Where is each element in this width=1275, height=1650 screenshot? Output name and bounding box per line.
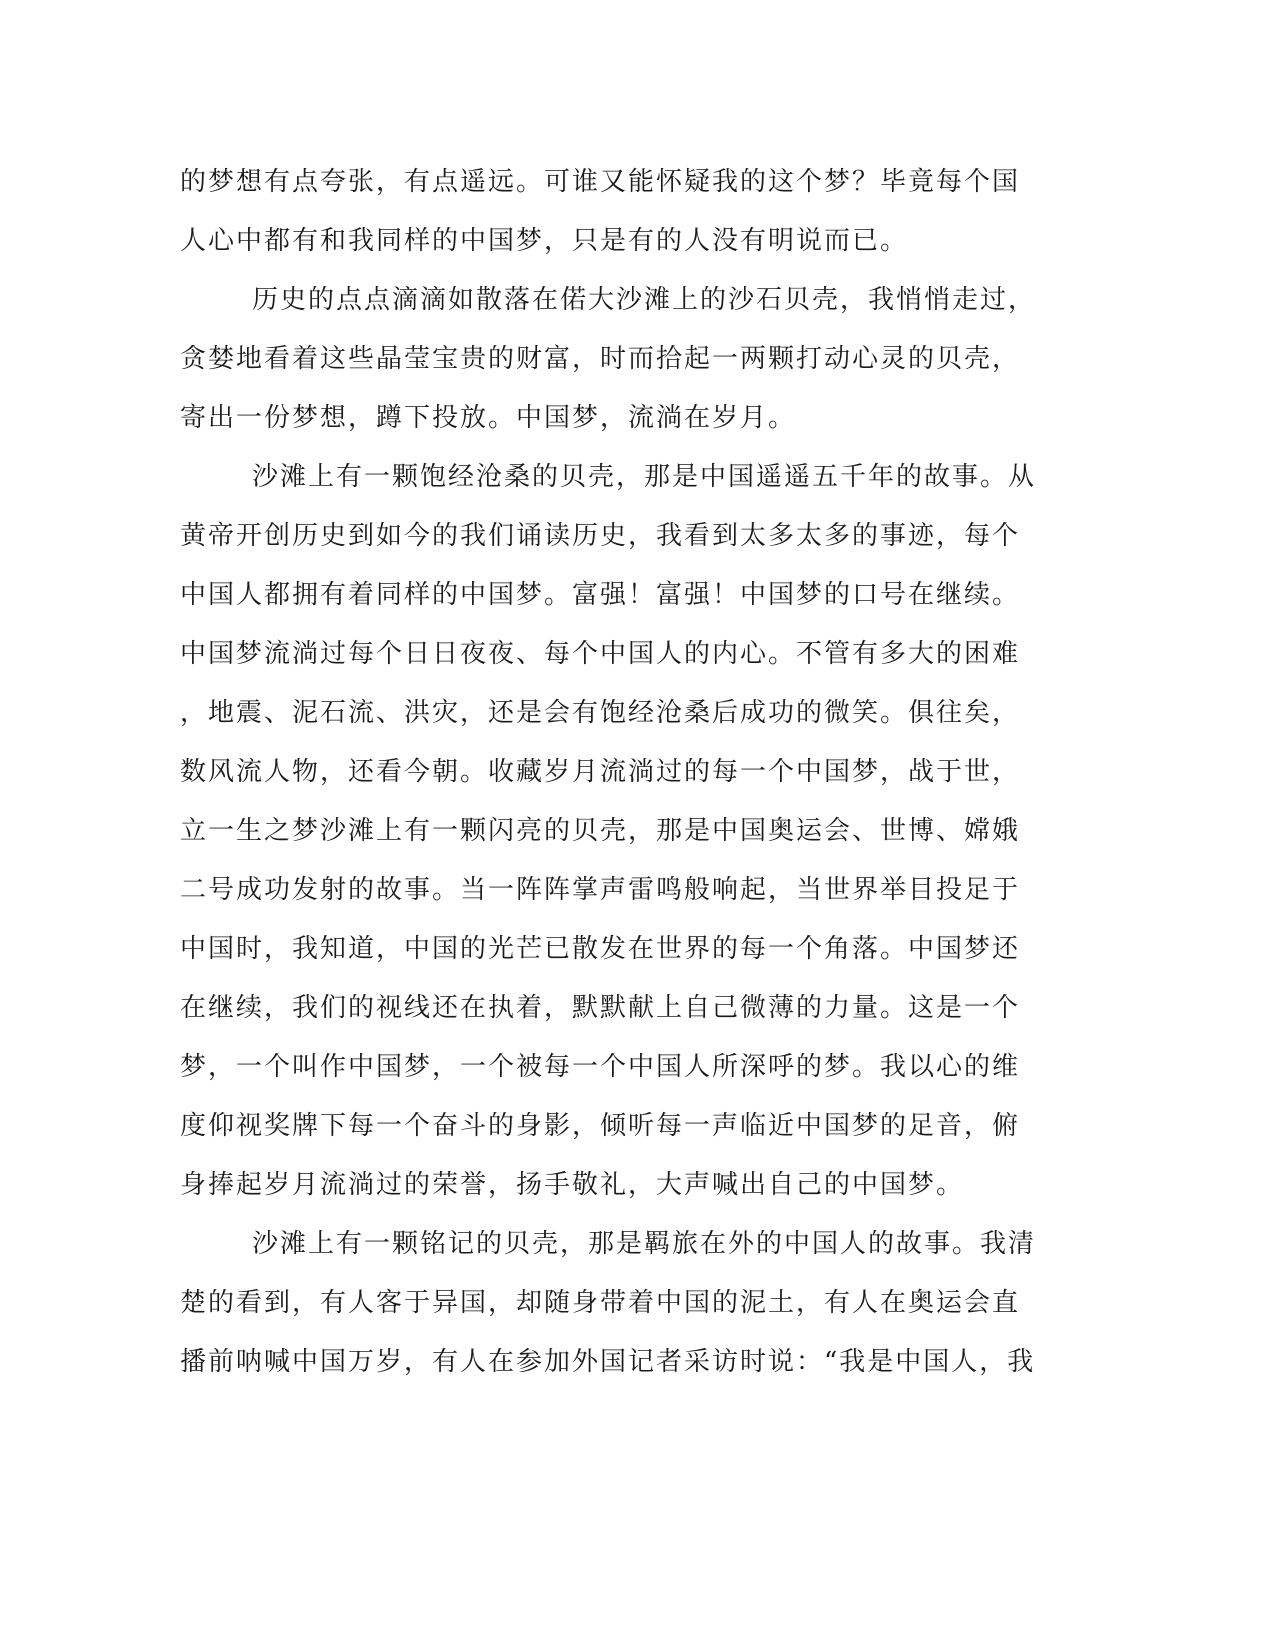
- text-line: 贪婪地看着这些晶莹宝贵的财富，时而拾起一两颗打动心灵的贝壳，: [180, 344, 1021, 374]
- text-line: 中国人都拥有着同样的中国梦。富强！富强！中国梦的口号在继续。: [180, 580, 1021, 610]
- essay-body: [180, 162, 1060, 1401]
- text-line: 二号成功发射的故事。当一阵阵掌声雷鸣般响起，当世界举目投足于: [180, 875, 1021, 905]
- text-line: ，地震、泥石流、洪灾，还是会有饱经沧桑后成功的微笑。俱往矣，: [180, 698, 1021, 728]
- text-line: 的梦想有点夸张，有点遥远。可谁又能怀疑我的这个梦？毕竟每个国: [180, 167, 1021, 197]
- text-line: 身捧起岁月流淌过的荣誉，扬手敬礼，大声喊出自己的中国梦。: [180, 1170, 965, 1200]
- text-line: 梦，一个叫作中国梦，一个被每一个中国人所深呼的梦。我以心的维: [180, 1052, 1021, 1082]
- text-line: 楚的看到，有人客于异国，却随身带着中国的泥土，有人在奥运会直: [180, 1288, 1021, 1318]
- text-line: 中国梦流淌过每个日日夜夜、每个中国人的内心。不管有多大的困难: [180, 639, 1021, 669]
- text-line: 寄出一份梦想，蹲下投放。中国梦，流淌在岁月。: [180, 403, 797, 433]
- text-line: 度仰视奖牌下每一个奋斗的身影，倾听每一声临近中国梦的足音，俯: [180, 1111, 1021, 1141]
- text-line: 立一生之梦沙滩上有一颗闪亮的贝壳，那是中国奥运会、世博、嫦娥: [180, 816, 1021, 846]
- paragraph-first-line: 沙滩上有一颗饱经沧桑的贝壳，那是中国遥遥五千年的故事。从: [252, 462, 1037, 492]
- text-line: 人心中都有和我同样的中国梦，只是有的人没有明说而已。: [180, 226, 909, 256]
- text-line: 在继续，我们的视线还在执着，默默献上自己微薄的力量。这是一个: [180, 993, 1021, 1023]
- paragraph-first-line: 沙滩上有一颗铭记的贝壳，那是羁旅在外的中国人的故事。我清: [252, 1229, 1037, 1259]
- text-line: 中国时，我知道，中国的光芒已散发在世界的每一个角落。中国梦还: [180, 934, 1021, 964]
- text-line: 播前呐喊中国万岁，有人在参加外国记者采访时说：“我是中国人，我: [180, 1347, 1036, 1377]
- text-line: 黄帝开创历史到如今的我们诵读历史，我看到太多太多的事迹，每个: [180, 521, 1021, 551]
- text-line: 数风流人物，还看今朝。收藏岁月流淌过的每一个中国梦，战于世，: [180, 757, 1021, 787]
- paragraph-first-line: 历史的点点滴滴如散落在偌大沙滩上的沙石贝壳，我悄悄走过，: [252, 285, 1037, 315]
